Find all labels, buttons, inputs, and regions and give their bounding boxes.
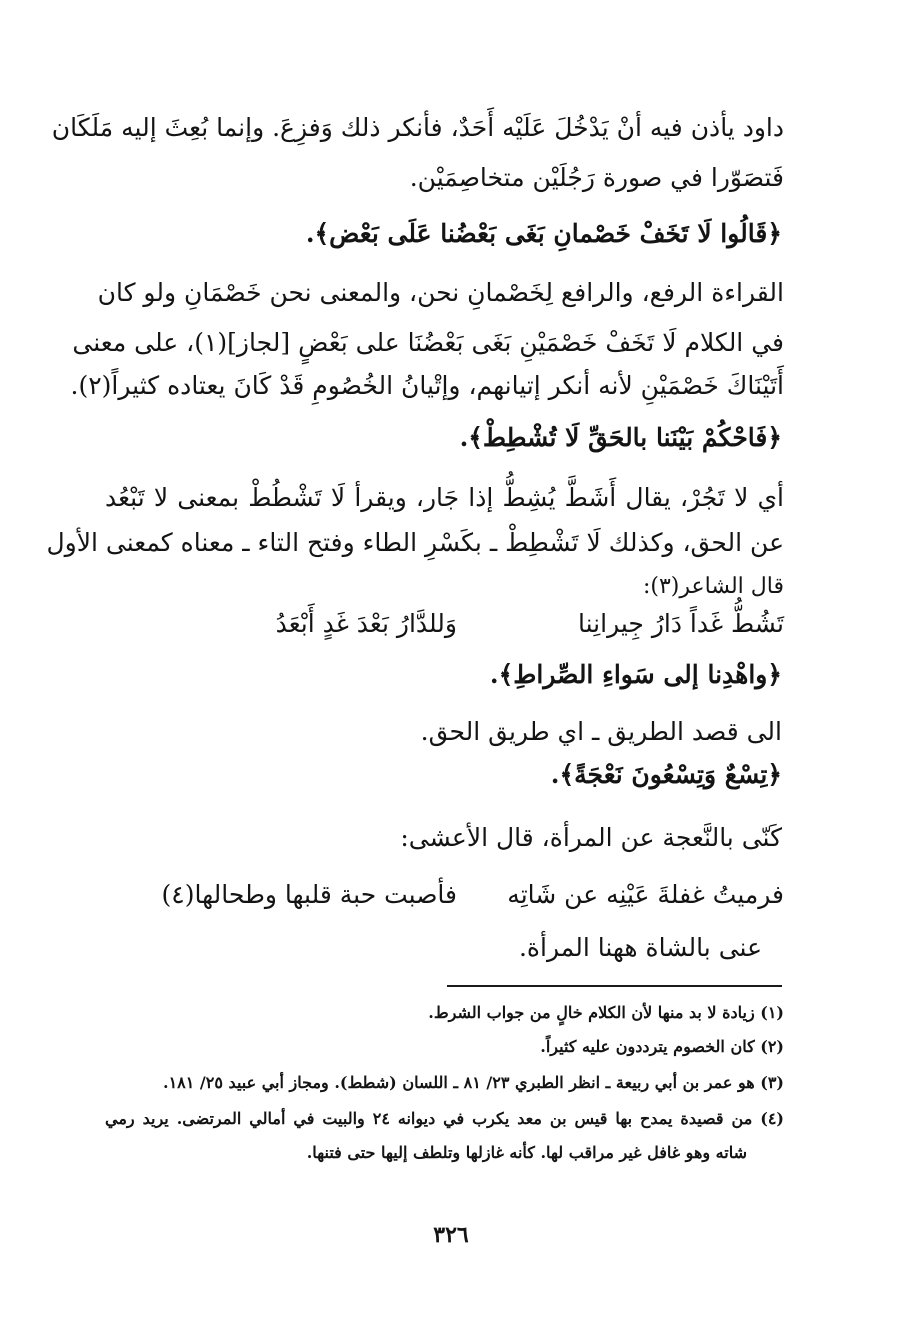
quran-verse-1: ﴿قَالُوا لَا تَخَفْ خَصْمانِ بَغَى بَعْضُنا عَلَى بَعْض﴾. [305,219,782,248]
body-line-5: أَتَيْنَاكَ خَصْمَيْنِ لأنه أنكر إتيانهم، وإتْيانُ الخُصُومِ قَدْ كَانَ يعتاده كثيراً(٢). [70,371,784,400]
footnote-4-line-1: (٤) من قصيدة يمدح بها قيس بن معد يكرب في ديوانه ٢٤ والبيت في أمالي المرتضى. يريد رمي [105,1109,784,1128]
poem-1-second-hemistich: وَللدَّارُ بَعْدَ غَدٍ أَبْعَدُ [275,609,457,638]
footnote-1: (١) زيادة لا بد منها لأن الكلام خالٍ من جواب الشرط. [428,1003,784,1022]
poem-2-second-hemistich: فأصبت حبة قلبها وطحالها(٤) [161,880,457,909]
body-line-6: أي لا تَجُرْ، يقال أَشَطَّ يُشِطُّ إذا جَار، ويقرأ لَا تَشْطُطْ بمعنى لا تَبْعُد [105,483,784,512]
body-line-3: القراءة الرفع، والرافع لِخَصْمانِ نحن، والمعنى نحن خَصْمَانِ ولو كان [97,278,784,307]
footnote-3: (٣) هو عمر بن أبي ربيعة ـ انظر الطبري ٢٣/ ٨١ ـ اللسان (شطط). ومجاز أبي عبيد ٢٥/ ١٨١. [163,1073,784,1092]
body-line-10: كَنّى بالنَّعجة عن المرأة، قال الأعشى: [400,823,782,852]
quran-verse-4: ﴿تِسْعٌ وَتِسْعُونَ نَعْجَةً﴾. [550,760,782,789]
poem-2-first-hemistich: فرميتُ غفلةَ عَيْنِه عن شَاتِه [507,880,784,909]
body-line-2: فَتصَوّرا في صورة رَجُلَيْن متخاصِمَيْن. [409,163,784,192]
body-line-11: عنى بالشاة ههنا المرأة. [518,933,762,962]
poem-1-first-hemistich: تَشُطُّ غَداً دَارُ جِيرانِنا [578,609,784,638]
body-line-8: قال الشاعر(٣): [642,574,784,599]
body-line-1: داود يأذن فيه أنْ يَدْخُلَ عَلَيْه أَحَدٌ، فأنكر ذلك وَفزِعَ. وإنما بُعِثَ إليه مَلَكَان [51,113,784,142]
body-line-4: في الكلام لَا تَخَفْ خَصْمَيْنِ بَغَى بَعْضُنَا على بَعْضٍ [لجاز](١)، على معنى [72,328,784,357]
quran-verse-3: ﴿واهْدِنا إلى سَواءِ الصِّراطِ﴾. [489,660,782,689]
body-line-7: عن الحق، وكذلك لَا تَشْطِطْ ـ بكَسْرِ الطاء وفتح التاء ـ معناه كمعنى الأول [46,528,784,557]
footnote-divider [447,985,782,987]
quran-verse-2: ﴿فَاحْكُمْ بَيْنَنا بالحَقِّ لَا تُشْطِطْ﴾. [459,423,782,452]
footnote-2: (٢) كان الخصوم يترددون عليه كثيراً. [540,1037,784,1056]
footnote-4-line-2: شاته وهو غافل غير مراقب لها. كأنه غازلها وتلطف إليها حتى فتنها. [306,1143,747,1162]
page-number: ٣٢٦ [433,1222,469,1248]
body-line-9: الى قصد الطريق ـ اي طريق الحق. [420,717,782,746]
